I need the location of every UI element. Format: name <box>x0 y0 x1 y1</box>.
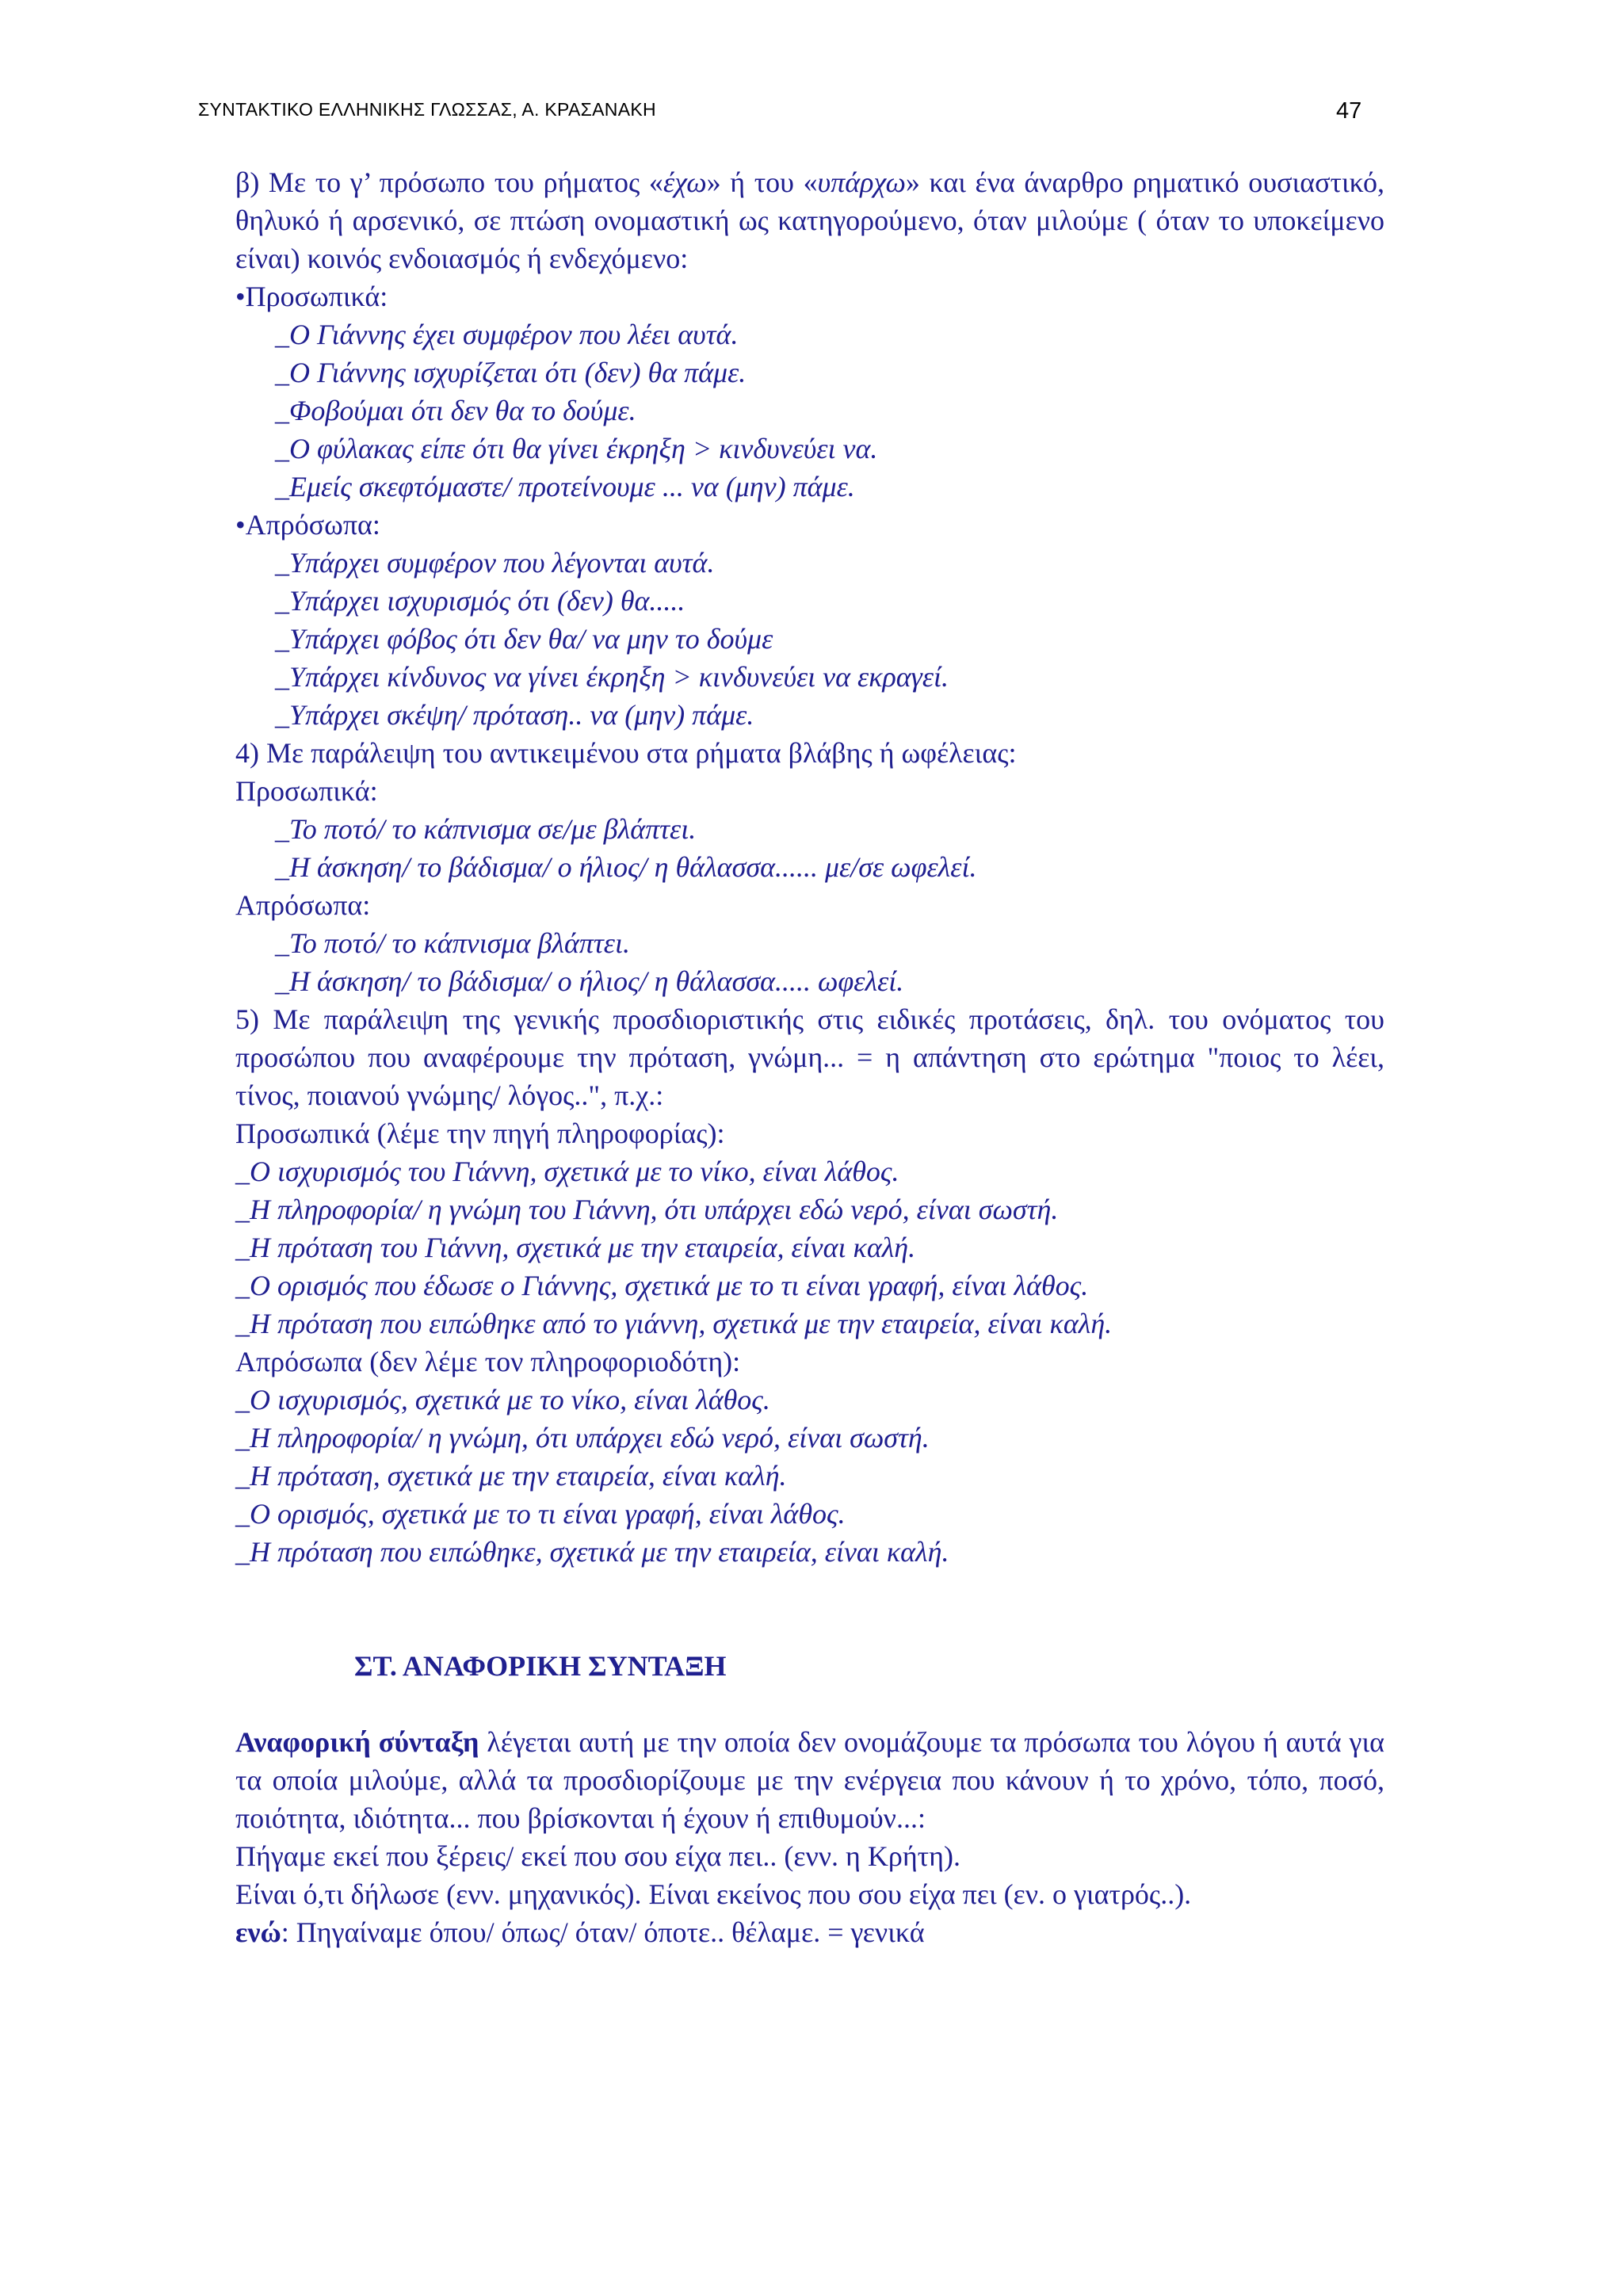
example-line: _Ο Γιάννης ισχυρίζεται ότι (δεν) θα πάμε. <box>275 357 747 388</box>
example-line: _Η πληροφορία/ η γνώμη του Γιάννη, ότι υπάρχει εδώ νερό, είναι σωστή. <box>235 1194 1059 1225</box>
relative-term: Αναφορική σύνταξη <box>235 1726 479 1758</box>
intro-word-yparcho: υπάρχω <box>817 166 906 198</box>
example-line: _Υπάρχει συμφέρον που λέγονται αυτά. <box>275 547 715 579</box>
bullet-impersonal <box>235 506 1384 544</box>
example-line: _Η άσκηση/ το βάδισμα/ ο ήλιος/ η θάλασσα...... με/σε ωφελεί. <box>275 851 977 883</box>
example-line: _Υπάρχει σκέψη/ πρόταση.. να (μην) πάμε. <box>275 699 754 731</box>
section-heading: ΣΤ. ΑΝΑΦΟΡΙΚΗ ΣΥΝΤΑΞΗ <box>354 1650 727 1682</box>
intro-text-2: » ή του « <box>706 166 818 198</box>
example-line: _Η πρόταση που ειπώθηκε, σχετικά με την εταιρεία, είναι καλή. <box>235 1536 949 1568</box>
section-5-title: 5) Με παράλειψη της γενικής προσδιοριστικής στις ειδικές προτάσεις, δηλ. του ονόματος του προσώπου που αναφέρουμε την πρόταση, γνώμη... = η απάντηση στο ερώτημα "ποιος το λέει, τίνος, ποιανού γνώμης/ λόγος..", π.χ.: <box>235 1003 1384 1111</box>
impersonal-label: Απρόσωπα: <box>245 509 380 541</box>
example-line: _Η πληροφορία/ η γνώμη, ότι υπάρχει εδώ νερό, είναι σωστή. <box>235 1422 930 1454</box>
spacer <box>235 1685 1384 1723</box>
example-line: _Φοβούμαι ότι δεν θα το δούμε. <box>275 395 636 426</box>
enw-text: : Πηγαίναμε όπου/ όπως/ όταν/ όποτε.. θέλαμε. = γενικά <box>281 1916 925 1948</box>
relative-example-2: Είναι ό,τι δήλωσε (ενν. μηχανικός). Είναι εκείνος που σου είχα πει (εν. ο γιατρός..). <box>235 1878 1192 1910</box>
example-line: _Η πρόταση του Γιάννη, σχετικά με την εταιρεία, είναι καλή. <box>235 1232 916 1263</box>
example-line: _Η πρόταση, σχετικά με την εταιρεία, είναι καλή. <box>235 1460 787 1492</box>
intro-text-1: β) Με το γ’ πρόσωπο του ρήματος « <box>235 166 663 198</box>
example-line: _Η άσκηση/ το βάδισμα/ ο ήλιος/ η θάλασσα..... ωφελεί. <box>275 965 904 997</box>
example-line: _Υπάρχει ισχυρισμός ότι (δεν) θα..... <box>275 585 685 617</box>
example-line: _Ο ισχυρισμός του Γιάννη, σχετικά με το νίκο, είναι λάθος. <box>235 1156 899 1187</box>
relative-definition-text: λέγεται αυτή με την οποία δεν ονομάζουμε τα πρόσωπα του λόγου ή αυτά για τα οποία μιλούμε, αλλά τα προσδιορίζουμε με την ενέργεια που κάνουν ή το χρόνο, τόπο, ποσό, ποιότητα, ιδιότητα... που βρίσκονται ή έχουν ή επιθυμούν...: <box>235 1726 1384 1834</box>
bullet-icon: • <box>235 281 246 312</box>
intro-paragraph <box>235 163 1384 277</box>
section-4-impersonal-label: Απρόσωπα: <box>235 889 371 921</box>
bullet-personal <box>235 277 1384 315</box>
example-line: _Υπάρχει φόβος ότι δεν θα/ να μην το δούμε <box>275 623 773 655</box>
section-5-impersonal-label: Απρόσωπα (δεν λέμε τον πληροφοριοδότη): <box>235 1346 741 1377</box>
example-line: _Ο φύλακας είπε ότι θα γίνει έκρηξη > κινδυνεύει να. <box>275 433 878 464</box>
relative-definition <box>235 1723 1384 1837</box>
example-line: _Ο Γιάννης έχει συμφέρον που λέει αυτά. <box>275 319 739 350</box>
example-line: _Εμείς σκεφτόμαστε/ προτείνουμε ... να (μην) πάμε. <box>275 471 855 502</box>
example-line: _Ο ισχυρισμός, σχετικά με το νίκο, είναι λάθος. <box>235 1384 770 1415</box>
section-4-personal-label: Προσωπικά: <box>235 775 378 807</box>
intro-word-echo: έχω <box>663 166 707 198</box>
relative-example-3 <box>235 1913 1384 1951</box>
example-line: _Ο ορισμός, σχετικά με το τι είναι γραφή, είναι λάθος. <box>235 1498 846 1530</box>
spacer <box>235 1571 1384 1647</box>
enw-label: ενώ <box>235 1916 281 1948</box>
section-5-personal-label: Προσωπικά (λέμε την πηγή πληροφορίας): <box>235 1117 725 1149</box>
bullet-icon: • <box>235 509 246 541</box>
page-number: 47 <box>1336 98 1362 124</box>
example-line: _Το ποτό/ το κάπνισμα σε/με βλάπτει. <box>275 813 697 845</box>
running-head: ΣΥΝΤΑΚΤΙΚΟ ΕΛΛΗΝΙΚΗΣ ΓΛΩΣΣΑΣ, Α. ΚΡΑΣΑΝΑΚΗ <box>198 99 656 120</box>
personal-label: Προσωπικά: <box>245 281 388 312</box>
body-text <box>235 163 1384 1951</box>
relative-example-1: Πήγαμε εκεί που ξέρεις/ εκεί που σου είχα πει.. (ενν. η Κρήτη). <box>235 1840 960 1872</box>
section-4-title: 4) Με παράλειψη του αντικειμένου στα ρήματα βλάβης ή ωφέλειας: <box>235 737 1017 769</box>
example-line: _Η πρόταση που ειπώθηκε από το γιάννη, σχετικά με την εταιρεία, είναι καλή. <box>235 1308 1113 1339</box>
example-line: _Υπάρχει κίνδυνος να γίνει έκρηξη > κινδυνεύει να εκραγεί. <box>275 661 949 693</box>
example-line: _Ο ορισμός που έδωσε ο Γιάννης, σχετικά με το τι είναι γραφή, είναι λάθος. <box>235 1270 1089 1301</box>
intro-text-3: » και ένα άναρθρο ρηματικό ουσιαστικό, θηλυκό ή αρσενικό, σε πτώση ονομαστική ως κατηγορούμενο, όταν μιλούμε ( όταν το υποκείμενο είναι) κοινός ενδοιασμός ή ενδεχόμενο: <box>235 166 1384 274</box>
example-line: _Το ποτό/ το κάπνισμα βλάπτει. <box>275 927 630 959</box>
